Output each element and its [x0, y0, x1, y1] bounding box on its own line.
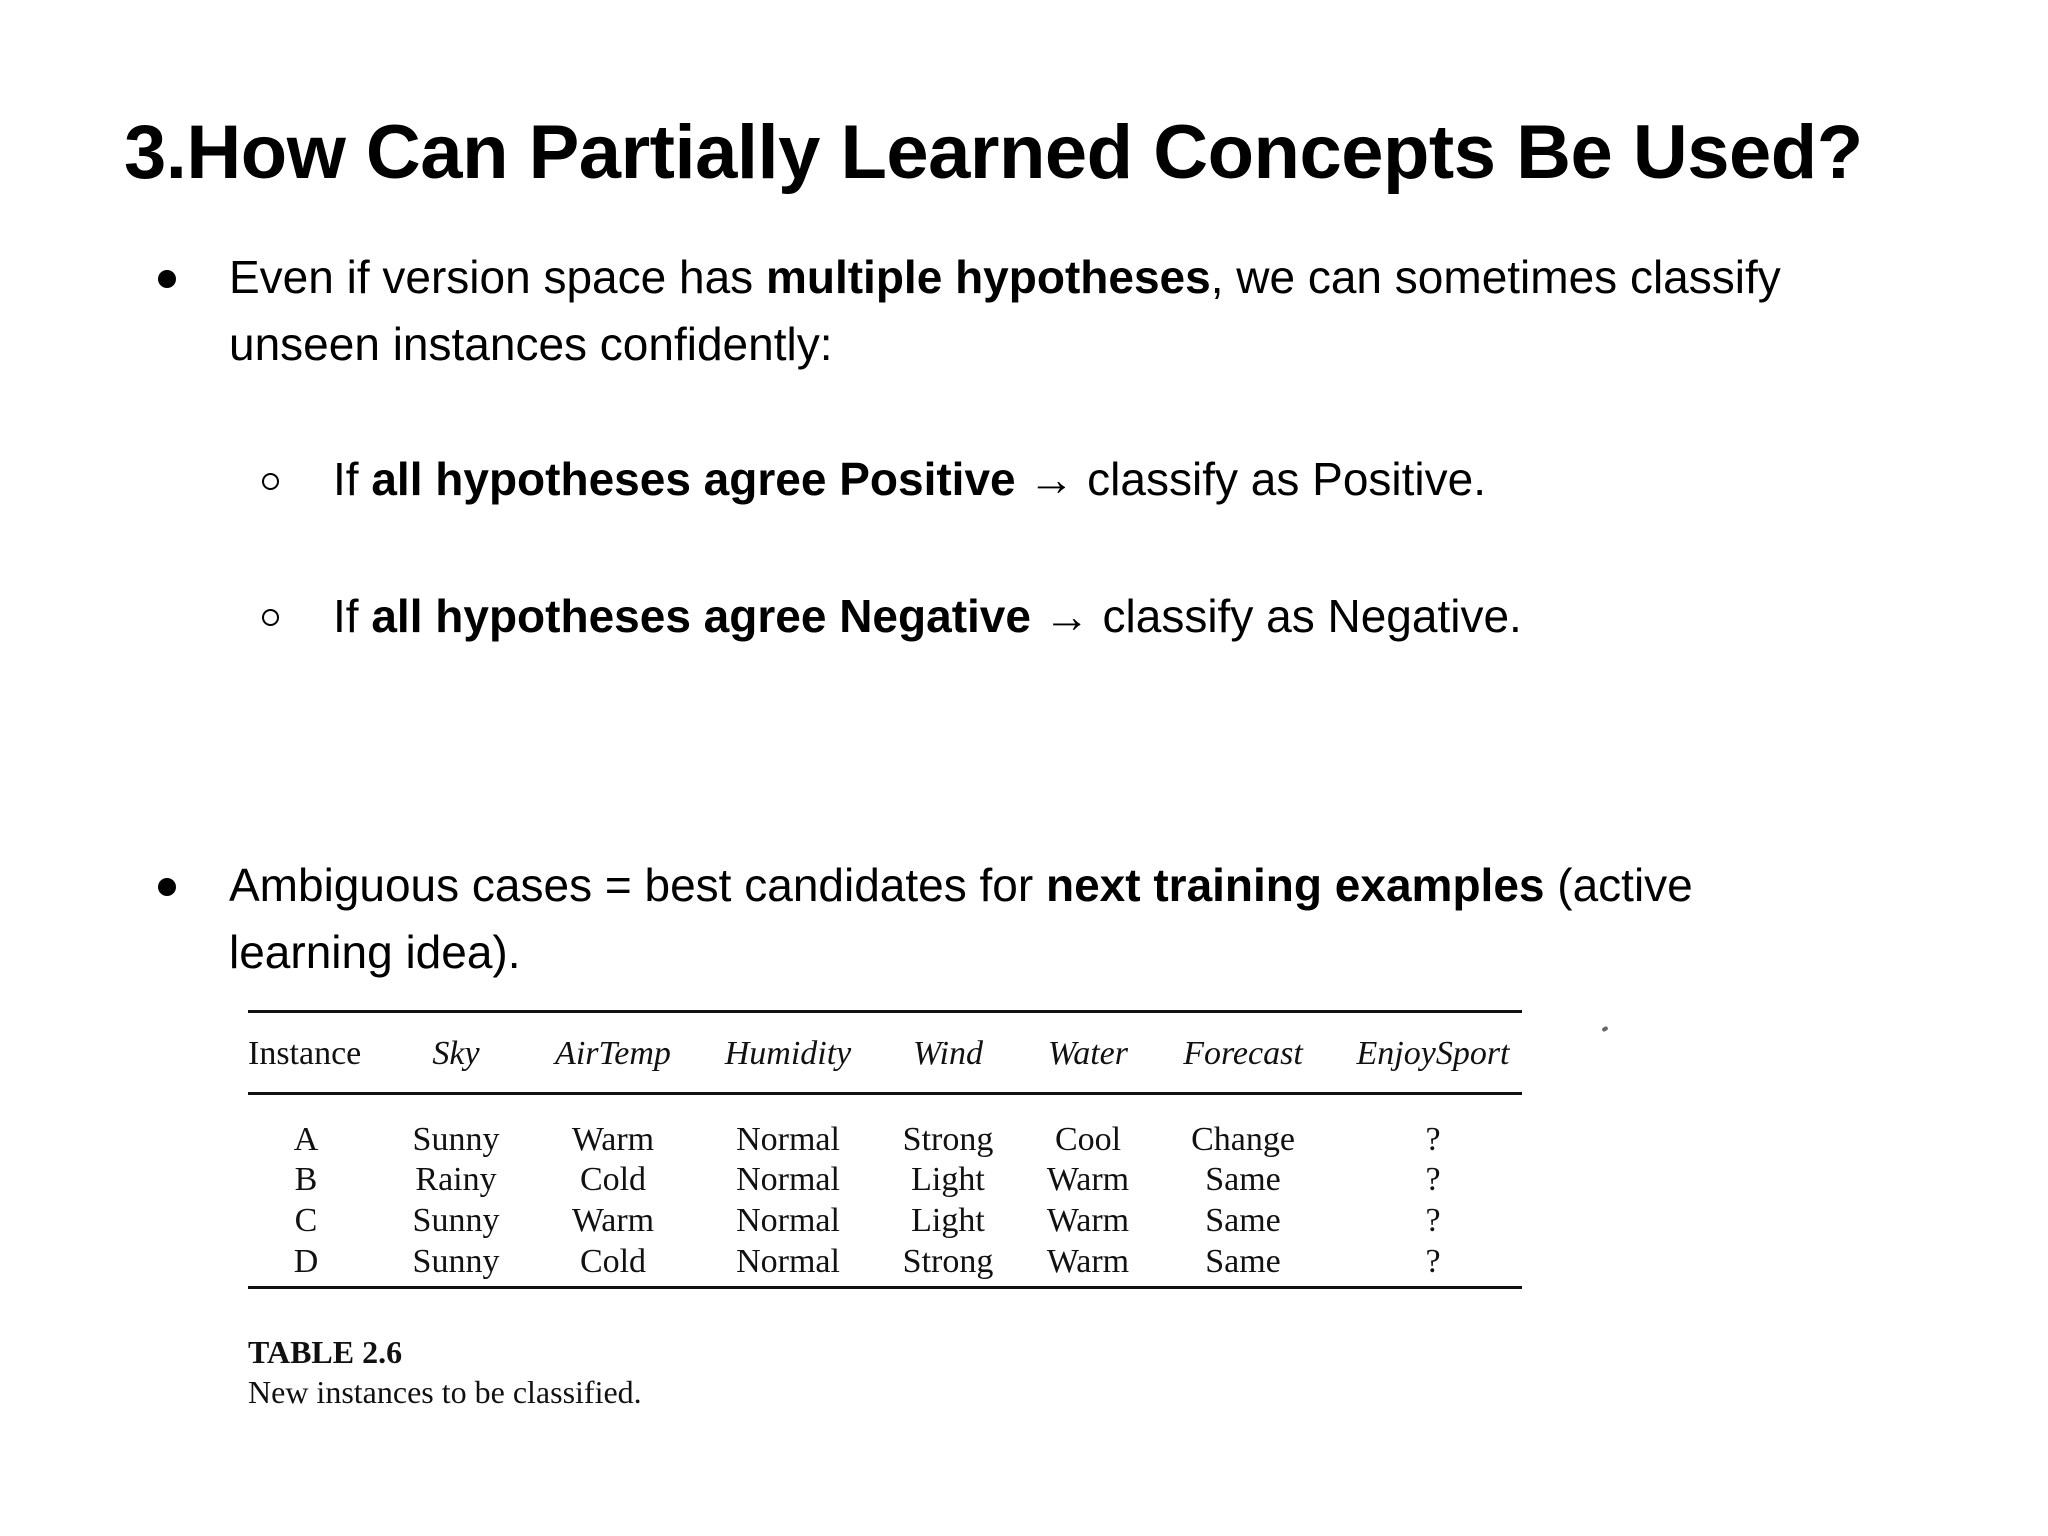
table-header-airtemp: AirTemp	[555, 1035, 671, 1072]
bullet-1-post: , we can sometimes classify unseen instances confidently:	[229, 251, 1781, 370]
table-cell: Same	[1205, 1161, 1281, 1198]
table-cell: B	[294, 1161, 318, 1198]
table-cell: Light	[911, 1161, 985, 1198]
table-cell: Same	[1205, 1243, 1281, 1280]
table-cell: Normal	[736, 1243, 840, 1280]
scan-speck	[1601, 1026, 1608, 1032]
table-cell: Light	[911, 1202, 985, 1239]
table-header-forecast: Forecast	[1183, 1035, 1303, 1072]
table-cell: Warm	[571, 1202, 655, 1239]
table-cell: Normal	[736, 1161, 840, 1198]
sub-bullet-2-post: → classify as Negative.	[1030, 590, 1522, 642]
table-cell: C	[294, 1202, 318, 1239]
bullet-version-space	[229, 244, 1909, 378]
sub-bullet-positive	[333, 446, 1486, 513]
sub-bullet-negative	[333, 583, 1522, 650]
table-cell: Rainy	[415, 1161, 497, 1198]
table-cell: Strong	[902, 1243, 994, 1280]
table-header-water: Water	[1048, 1035, 1128, 1072]
sub-bullet-1-bold: all hypotheses agree Positive	[371, 453, 1016, 505]
bullet-1-pre: Even if version space has	[229, 251, 766, 303]
bullet-4-bold: next training examples	[1045, 859, 1545, 911]
table-cell: Cold	[579, 1161, 647, 1198]
table-cell: Strong	[902, 1121, 994, 1158]
bullet-4-post: (active learning idea).	[229, 859, 1693, 978]
table-cell: Warm	[1046, 1243, 1130, 1280]
table-cell: Sunny	[412, 1121, 500, 1158]
table-header-sky: Sky	[432, 1035, 480, 1072]
sub-bullet-2-pre: If	[333, 590, 372, 642]
table-cell: Warm	[1046, 1161, 1130, 1198]
bullet-dot-1	[158, 270, 176, 288]
sub-bullet-1-post: → classify as Positive.	[1015, 453, 1486, 505]
table-cell: ?	[1425, 1243, 1441, 1280]
table-cell: Cold	[579, 1243, 647, 1280]
bullet-dot-2	[158, 878, 176, 896]
table-header-wind: Wind	[913, 1035, 983, 1072]
table-cell: Normal	[736, 1202, 840, 1239]
table-cell: Cool	[1054, 1121, 1122, 1158]
table-cell: ?	[1425, 1161, 1441, 1198]
table-cell: Normal	[736, 1121, 840, 1158]
table-cell: Sunny	[412, 1243, 500, 1280]
sub-bullet-1-pre: If	[333, 453, 372, 505]
table-cell: Change	[1191, 1121, 1295, 1158]
table-header-enjoysport: EnjoySport	[1356, 1035, 1510, 1072]
table-cell: A	[293, 1121, 319, 1158]
table-cell: Sunny	[412, 1202, 500, 1239]
sub-bullet-ring-1	[262, 473, 279, 490]
sub-bullet-ring-2	[262, 609, 279, 626]
sub-bullet-2-bold: all hypotheses agree Negative	[371, 590, 1031, 642]
table-caption-title: TABLE 2.6	[248, 1334, 403, 1370]
table-cell: D	[293, 1243, 319, 1280]
table-cell: Warm	[1046, 1202, 1130, 1239]
table-cell: Warm	[571, 1121, 655, 1158]
bullet-1-bold: multiple hypotheses	[765, 251, 1211, 303]
bullet-ambiguous-cases	[229, 852, 1869, 986]
table-bottom-rule	[248, 1286, 1522, 1289]
table-header-humidity: Humidity	[724, 1035, 852, 1072]
table-header-rule	[248, 1092, 1522, 1095]
table-cell: Same	[1205, 1202, 1281, 1239]
bullet-4-pre: Ambiguous cases = best candidates for	[229, 859, 1046, 911]
table-cell: ?	[1425, 1121, 1441, 1158]
slide-title: 3.How Can Partially Learned Concepts Be Used?	[124, 110, 1863, 195]
table-top-rule	[248, 1010, 1522, 1013]
table-cell: ?	[1425, 1202, 1441, 1239]
table-caption-text: New instances to be classified.	[248, 1374, 642, 1410]
table-header-instance: Instance	[248, 1035, 362, 1072]
